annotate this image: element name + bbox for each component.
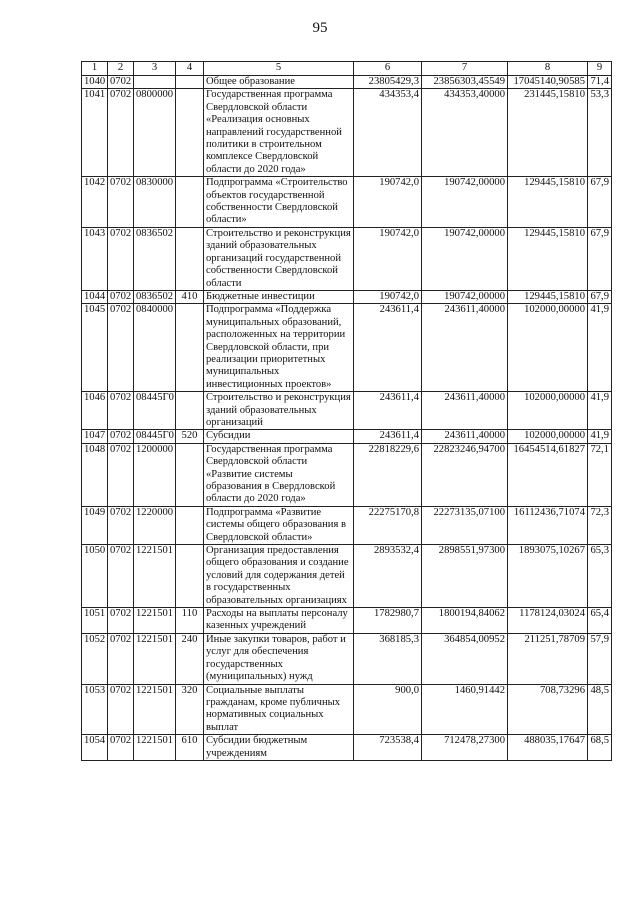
plan-amount-cell: 23805429,3 xyxy=(354,76,422,89)
plan-amount-cell: 368185,3 xyxy=(354,633,422,684)
section-code-cell: 0702 xyxy=(108,290,134,303)
header-cell: 6 xyxy=(354,62,422,76)
approved-amount-cell: 364854,00952 xyxy=(422,633,508,684)
expense-type-cell xyxy=(176,177,204,228)
expense-type-cell xyxy=(176,304,204,392)
approved-amount-cell: 243611,40000 xyxy=(422,430,508,443)
target-article-cell: 0836502 xyxy=(134,290,176,303)
approved-amount-cell: 22823246,94700 xyxy=(422,443,508,506)
header-cell: 2 xyxy=(108,62,134,76)
row-number-cell: 1049 xyxy=(82,506,108,544)
section-code-cell: 0702 xyxy=(108,89,134,177)
percent-cell: 72,1 xyxy=(588,443,612,506)
header-cell: 1 xyxy=(82,62,108,76)
item-name-cell: Бюджетные инвестиции xyxy=(204,290,354,303)
table-row xyxy=(82,89,612,177)
percent-cell: 65,3 xyxy=(588,545,612,608)
expense-type-cell xyxy=(176,443,204,506)
row-number-cell: 1042 xyxy=(82,177,108,228)
percent-cell: 67,9 xyxy=(588,290,612,303)
target-article-cell: 1221501 xyxy=(134,608,176,634)
approved-amount-cell: 22273135,07100 xyxy=(422,506,508,544)
executed-amount-cell: 102000,00000 xyxy=(508,304,588,392)
item-name-cell: Организация предоставления общего образования и создание условий для содержания детей в государственных образовательных организациях xyxy=(204,545,354,608)
target-article-cell: 0830000 xyxy=(134,177,176,228)
item-name-cell: Социальные выплаты гражданам, кроме публичных нормативных социальных выплат xyxy=(204,684,354,735)
expense-type-cell: 320 xyxy=(176,684,204,735)
executed-amount-cell: 708,73296 xyxy=(508,684,588,735)
table-row xyxy=(82,430,612,443)
row-number-cell: 1041 xyxy=(82,89,108,177)
percent-cell: 65,4 xyxy=(588,608,612,634)
target-article-cell: 0800000 xyxy=(134,89,176,177)
plan-amount-cell: 434353,4 xyxy=(354,89,422,177)
item-name-cell: Субсидии бюджетным учреждениям xyxy=(204,735,354,761)
approved-amount-cell: 190742,00000 xyxy=(422,290,508,303)
header-cell: 3 xyxy=(134,62,176,76)
approved-amount-cell: 712478,27300 xyxy=(422,735,508,761)
row-number-cell: 1045 xyxy=(82,304,108,392)
table-row xyxy=(82,290,612,303)
plan-amount-cell: 900,0 xyxy=(354,684,422,735)
target-article-cell: 0836502 xyxy=(134,227,176,290)
item-name-cell: Подпрограмма «Поддержка муниципальных образований, расположенных на территории Свердловской области, при реализации приоритетных муниципальных инвестиционных проектов» xyxy=(204,304,354,392)
target-article-cell xyxy=(134,76,176,89)
section-code-cell: 0702 xyxy=(108,430,134,443)
row-number-cell: 1044 xyxy=(82,290,108,303)
header-cell: 8 xyxy=(508,62,588,76)
plan-amount-cell: 22818229,6 xyxy=(354,443,422,506)
item-name-cell: Общее образование xyxy=(204,76,354,89)
section-code-cell: 0702 xyxy=(108,76,134,89)
target-article-cell: 1221501 xyxy=(134,545,176,608)
item-name-cell: Иные закупки товаров, работ и услуг для обеспечения государственных (муниципальных) нужд xyxy=(204,633,354,684)
table-row xyxy=(82,227,612,290)
section-code-cell: 0702 xyxy=(108,177,134,228)
table-row xyxy=(82,684,612,735)
approved-amount-cell: 1800194,84062 xyxy=(422,608,508,634)
row-number-cell: 1047 xyxy=(82,430,108,443)
target-article-cell: 1221501 xyxy=(134,684,176,735)
approved-amount-cell: 243611,40000 xyxy=(422,392,508,430)
percent-cell: 41,9 xyxy=(588,430,612,443)
section-code-cell: 0702 xyxy=(108,392,134,430)
percent-cell: 68,5 xyxy=(588,735,612,761)
section-code-cell: 0702 xyxy=(108,227,134,290)
expense-type-cell: 410 xyxy=(176,290,204,303)
executed-amount-cell: 129445,15810 xyxy=(508,227,588,290)
item-name-cell: Расходы на выплаты персоналу казенных учреждений xyxy=(204,608,354,634)
table-row xyxy=(82,443,612,506)
header-cell: 9 xyxy=(588,62,612,76)
row-number-cell: 1046 xyxy=(82,392,108,430)
executed-amount-cell: 17045140,90585 xyxy=(508,76,588,89)
section-code-cell: 0702 xyxy=(108,608,134,634)
approved-amount-cell: 434353,40000 xyxy=(422,89,508,177)
plan-amount-cell: 190742,0 xyxy=(354,227,422,290)
item-name-cell: Государственная программа Свердловской области «Реализация основных направлений государственной политики в строительном комплексе Свердловской области до 2020 года» xyxy=(204,89,354,177)
target-article-cell: 1221501 xyxy=(134,633,176,684)
percent-cell: 48,5 xyxy=(588,684,612,735)
header-cell: 5 xyxy=(204,62,354,76)
executed-amount-cell: 211251,78709 xyxy=(508,633,588,684)
expense-type-cell: 240 xyxy=(176,633,204,684)
table-row xyxy=(82,506,612,544)
row-number-cell: 1048 xyxy=(82,443,108,506)
executed-amount-cell: 102000,00000 xyxy=(508,430,588,443)
row-number-cell: 1040 xyxy=(82,76,108,89)
executed-amount-cell: 102000,00000 xyxy=(508,392,588,430)
approved-amount-cell: 190742,00000 xyxy=(422,227,508,290)
expense-type-cell xyxy=(176,89,204,177)
plan-amount-cell: 243611,4 xyxy=(354,430,422,443)
item-name-cell: Строительство и реконструкция зданий образовательных организаций xyxy=(204,392,354,430)
plan-amount-cell: 2893532,4 xyxy=(354,545,422,608)
row-number-cell: 1043 xyxy=(82,227,108,290)
percent-cell: 67,9 xyxy=(588,227,612,290)
plan-amount-cell: 190742,0 xyxy=(354,177,422,228)
expense-type-cell xyxy=(176,545,204,608)
target-article-cell: 1200000 xyxy=(134,443,176,506)
expense-type-cell: 610 xyxy=(176,735,204,761)
expense-type-cell: 520 xyxy=(176,430,204,443)
target-article-cell: 0840000 xyxy=(134,304,176,392)
percent-cell: 72,3 xyxy=(588,506,612,544)
table-row xyxy=(82,633,612,684)
percent-cell: 67,9 xyxy=(588,177,612,228)
target-article-cell: 1221501 xyxy=(134,735,176,761)
executed-amount-cell: 16112436,71074 xyxy=(508,506,588,544)
item-name-cell: Строительство и реконструкция зданий образовательных организаций государственной собственности Свердловской области xyxy=(204,227,354,290)
target-article-cell: 08445Г0 xyxy=(134,392,176,430)
executed-amount-cell: 231445,15810 xyxy=(508,89,588,177)
table-row xyxy=(82,545,612,608)
row-number-cell: 1051 xyxy=(82,608,108,634)
approved-amount-cell: 23856303,45549 xyxy=(422,76,508,89)
section-code-cell: 0702 xyxy=(108,545,134,608)
expense-type-cell: 110 xyxy=(176,608,204,634)
item-name-cell: Подпрограмма «Развитие системы общего образования в Свердловской области» xyxy=(204,506,354,544)
header-cell: 7 xyxy=(422,62,508,76)
row-number-cell: 1054 xyxy=(82,735,108,761)
expense-type-cell xyxy=(176,227,204,290)
executed-amount-cell: 16454514,61827 xyxy=(508,443,588,506)
header-cell: 4 xyxy=(176,62,204,76)
executed-amount-cell: 1178124,03024 xyxy=(508,608,588,634)
row-number-cell: 1052 xyxy=(82,633,108,684)
budget-table xyxy=(81,61,612,761)
plan-amount-cell: 243611,4 xyxy=(354,304,422,392)
row-number-cell: 1053 xyxy=(82,684,108,735)
section-code-cell: 0702 xyxy=(108,684,134,735)
item-name-cell: Государственная программа Свердловской области «Развитие системы образования в Свердловской области до 2020 года» xyxy=(204,443,354,506)
section-code-cell: 0702 xyxy=(108,633,134,684)
section-code-cell: 0702 xyxy=(108,506,134,544)
percent-cell: 41,9 xyxy=(588,304,612,392)
table-row xyxy=(82,735,612,761)
section-code-cell: 0702 xyxy=(108,443,134,506)
percent-cell: 53,3 xyxy=(588,89,612,177)
percent-cell: 41,9 xyxy=(588,392,612,430)
plan-amount-cell: 1782980,7 xyxy=(354,608,422,634)
section-code-cell: 0702 xyxy=(108,304,134,392)
expense-type-cell xyxy=(176,392,204,430)
table-row xyxy=(82,608,612,634)
plan-amount-cell: 243611,4 xyxy=(354,392,422,430)
section-code-cell: 0702 xyxy=(108,735,134,761)
expense-type-cell xyxy=(176,76,204,89)
executed-amount-cell: 129445,15810 xyxy=(508,290,588,303)
item-name-cell: Субсидии xyxy=(204,430,354,443)
plan-amount-cell: 723538,4 xyxy=(354,735,422,761)
executed-amount-cell: 129445,15810 xyxy=(508,177,588,228)
approved-amount-cell: 1460,91442 xyxy=(422,684,508,735)
row-number-cell: 1050 xyxy=(82,545,108,608)
approved-amount-cell: 190742,00000 xyxy=(422,177,508,228)
approved-amount-cell: 2898551,97300 xyxy=(422,545,508,608)
approved-amount-cell: 243611,40000 xyxy=(422,304,508,392)
expense-type-cell xyxy=(176,506,204,544)
executed-amount-cell: 1893075,10267 xyxy=(508,545,588,608)
target-article-cell: 08445Г0 xyxy=(134,430,176,443)
header-row xyxy=(82,62,612,76)
target-article-cell: 1220000 xyxy=(134,506,176,544)
table-row xyxy=(82,392,612,430)
percent-cell: 71,4 xyxy=(588,76,612,89)
item-name-cell: Подпрограмма «Строительство объектов государственной собственности Свердловской области» xyxy=(204,177,354,228)
executed-amount-cell: 488035,17647 xyxy=(508,735,588,761)
table-row xyxy=(82,177,612,228)
table-row xyxy=(82,304,612,392)
plan-amount-cell: 22275170,8 xyxy=(354,506,422,544)
page-number: 95 xyxy=(312,20,328,36)
percent-cell: 57,9 xyxy=(588,633,612,684)
plan-amount-cell: 190742,0 xyxy=(354,290,422,303)
table-row xyxy=(82,76,612,89)
